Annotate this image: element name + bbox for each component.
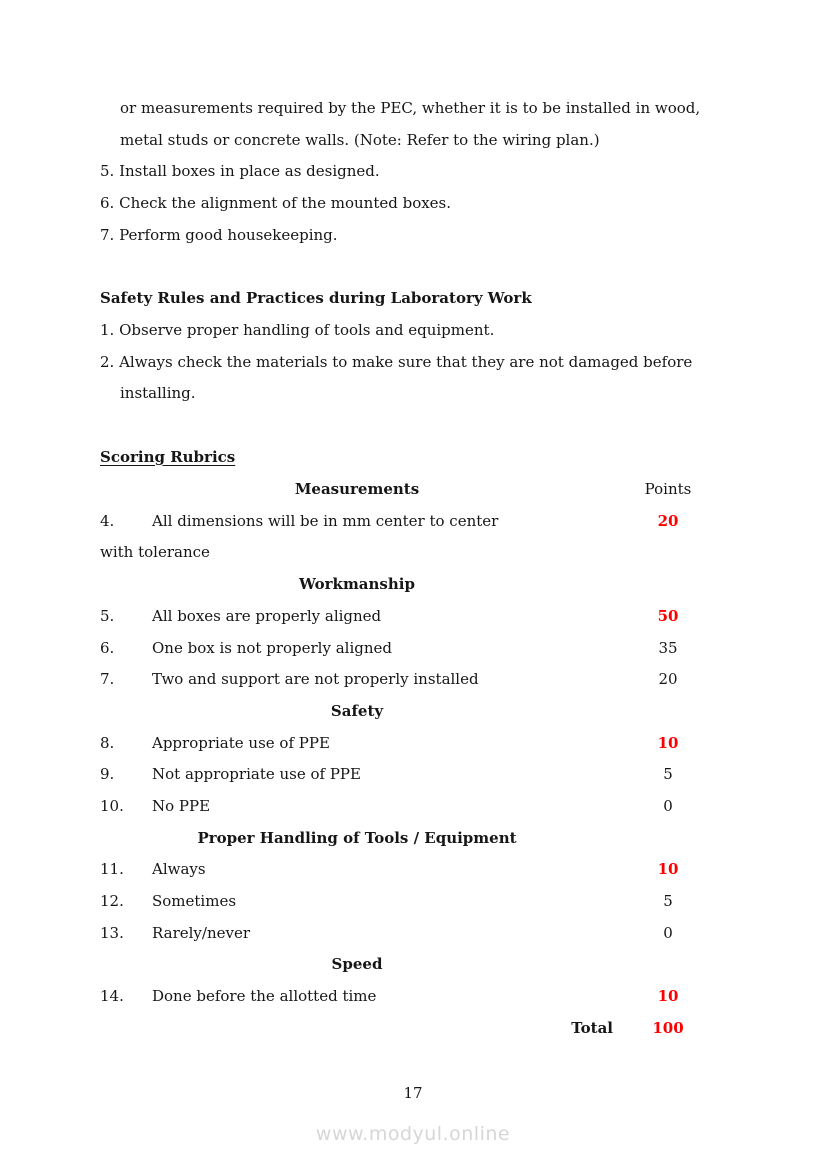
page-number: 17 [403, 1084, 423, 1102]
criterion-text: Rarely/never [152, 923, 251, 942]
criterion-text: Done before the allotted time [152, 987, 377, 1006]
criterion-number: 13. [100, 923, 124, 942]
rule-text: Observe proper handling of tools and equipment. [119, 320, 495, 339]
criterion-points: 5 [663, 892, 673, 911]
criterion-text: All boxes are properly aligned [152, 606, 382, 625]
criterion-number: 12. [100, 892, 124, 911]
criterion-points: 50 [657, 606, 679, 625]
rubric-row-section [100, 822, 693, 854]
safety-rule-continuation: installing. [120, 384, 196, 403]
intro-continuation-line: metal studs or concrete walls. (Note: Refer to the wiring plan.) [120, 130, 600, 149]
criterion-text: Not appropriate use of PPE [152, 765, 361, 784]
criterion-points: 20 [658, 670, 678, 689]
step-text: Perform good housekeeping. [119, 225, 338, 244]
rubric-row-section [100, 568, 693, 600]
step-text: Check the alignment of the mounted boxes. [119, 194, 452, 213]
rubric-row-item [100, 980, 693, 1012]
procedure-step [100, 220, 693, 252]
rubric-row-item [100, 663, 693, 695]
criterion-number: 6. [100, 638, 115, 657]
criterion-text: Always [152, 860, 206, 879]
criterion-points: 10 [657, 987, 679, 1006]
rubric-row-section [100, 695, 693, 727]
rubric-row-item [100, 917, 693, 949]
rubric-section-heading: Workmanship [299, 575, 415, 594]
step-text: Install boxes in place as designed. [119, 162, 380, 181]
watermark-text: www.modyul.online [315, 1123, 511, 1145]
criterion-text: Two and support are not properly installed [152, 670, 479, 689]
criterion-number: 10. [100, 796, 124, 815]
rubric-rows [100, 473, 693, 1043]
document-page-content [100, 93, 701, 1044]
total-points: 100 [652, 1018, 684, 1037]
rubric-row-cont [100, 537, 693, 569]
criterion-points: 0 [663, 923, 673, 942]
scoring-rubrics-heading-line [100, 442, 693, 474]
criterion-number: 7. [100, 670, 115, 689]
rule-number: 2. [100, 352, 115, 371]
rubric-row-item [100, 600, 693, 632]
step-number: 5. [100, 162, 115, 181]
criterion-text: One box is not properly aligned [152, 638, 392, 657]
criterion-text: All dimensions will be in mm center to center [152, 511, 499, 530]
total-label: Total [571, 1018, 613, 1037]
rubric-row-item [100, 790, 693, 822]
criterion-number: 5. [100, 606, 115, 625]
criterion-number: 11. [100, 860, 124, 879]
rubric-row-section [100, 949, 693, 981]
rubric-row-section [100, 473, 693, 505]
rubric-row-item [100, 505, 693, 537]
criterion-points: 20 [657, 511, 679, 530]
scoring-rubrics-heading: Scoring Rubrics [100, 447, 236, 466]
rubric-section-heading: Measurements [294, 480, 420, 499]
criterion-number: 8. [100, 733, 115, 752]
rubric-row-item [100, 632, 693, 664]
rubric-section-heading: Proper Handling of Tools / Equipment [197, 828, 517, 847]
criterion-continuation-text: with tolerance [100, 543, 210, 562]
criterion-number: 9. [100, 765, 115, 784]
blank-line [100, 410, 693, 442]
step-number: 6. [100, 194, 115, 213]
rubric-row-item [100, 854, 693, 886]
rule-number: 1. [100, 320, 115, 339]
safety-rule [100, 315, 693, 347]
rule-text: Always check the materials to make sure that they are not damaged before [119, 352, 693, 371]
rubric-section-heading: Safety [330, 701, 384, 720]
rubric-row-total [100, 1012, 693, 1044]
rubric-section-heading: Speed [331, 955, 383, 974]
procedure-step [100, 156, 693, 188]
rubric-row-item [100, 727, 693, 759]
step-number: 7. [100, 225, 115, 244]
criterion-text: Appropriate use of PPE [152, 733, 330, 752]
blank-line [100, 251, 693, 283]
intro-continuation-line: or measurements required by the PEC, whether it is to be installed in wood, [120, 99, 701, 117]
criterion-number: 14. [100, 987, 124, 1006]
safety-rules-heading: Safety Rules and Practices during Laboratory Work [100, 289, 532, 308]
criterion-text: Sometimes [152, 892, 237, 911]
procedure-step [100, 188, 693, 220]
criterion-points: 35 [658, 638, 678, 657]
rubric-row-item [100, 758, 693, 790]
criterion-points: 10 [657, 860, 679, 879]
rubric-row-item [100, 885, 693, 917]
safety-rule [100, 347, 693, 379]
criterion-number: 4. [100, 511, 115, 530]
points-column-header: Points [644, 480, 692, 499]
criterion-text: No PPE [152, 796, 211, 815]
criterion-points: 10 [657, 733, 679, 752]
criterion-points: 5 [663, 765, 673, 784]
criterion-points: 0 [663, 796, 673, 815]
